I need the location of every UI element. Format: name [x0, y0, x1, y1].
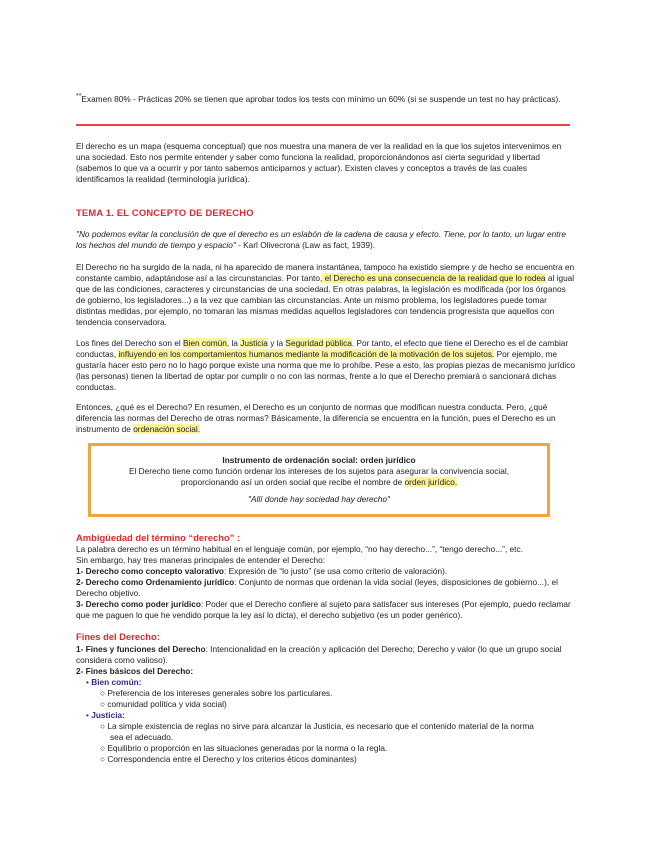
- bullet-icon: •: [86, 677, 89, 687]
- purposes-item-1-text: : Intencionalidad en la creación y aplicación del Derecho; Derecho y valor (lo que un grupo social considera como valioso).: [76, 644, 562, 665]
- definition-box: [88, 443, 550, 517]
- purposes-item-2-label: 2- Fines básicos del Derecho:: [76, 666, 194, 676]
- bien-comun-sub-2: [100, 699, 576, 710]
- sub-item-text: Correspondencia entre el Derecho y los criterios éticos dominantes): [107, 754, 357, 764]
- circle-bullet-icon: ○: [100, 699, 106, 709]
- box-line-2-text: proporcionando así un orden social que recibe el nombre de: [180, 477, 405, 487]
- p2-text-b: , la: [226, 338, 241, 348]
- ambiguity-heading: Ambigüedad del término “derecho” :: [76, 532, 241, 543]
- box-highlight: orden jurídico.: [404, 477, 458, 487]
- item-1-label: 1- Derecho como concepto valorativo: [76, 566, 224, 576]
- section-divider: [76, 124, 570, 126]
- bien-comun-sub-1: [100, 688, 576, 699]
- justicia-sub-1: [100, 721, 576, 732]
- paragraph-origin: [76, 262, 576, 328]
- box-line-2: [91, 477, 547, 488]
- ambiguity-section: [76, 544, 576, 621]
- intro-paragraph: El derecho es un mapa (esquema conceptual) que nos muestra una manera de ver la realidad en la que los sujetos intervenimos en una sociedad. Esto nos permite entender y saber como funciona la realidad, proporcionándonos así cierta seguridad y libertad (sabemos lo que va a ocurrir y por tanto sabemos anticiparnos y actuar). Existen claves y conceptos a través de las cuales identificamos la realidad (terminología jurídica).: [76, 141, 562, 184]
- circle-bullet-icon: ○: [100, 688, 106, 698]
- sub-item-text: Equilibrio o proporción en las situaciones generadas por la norma o la regla.: [107, 743, 388, 753]
- sub-item-text: Preferencia de los intereses generales sobre los particulares.: [107, 688, 333, 698]
- ambiguity-item-3: [76, 599, 576, 621]
- chapter-title: TEMA 1. EL CONCEPTO DE DERECHO: [76, 207, 254, 218]
- box-quote: "Allí donde hay sociedad hay derecho": [248, 494, 390, 504]
- item-3-text: : Poder que el Derecho confiere al sujeto para satisfacer sus intereses (Por ejemplo, puedo reclamar que me paguen lo que he vendido porque la ley así lo dicta), el derecho subjetivo (es un poder genérico).: [76, 599, 571, 620]
- box-line-1: El Derecho tiene como función ordenar los intereses de los sujetos para asegurar la convivencia social,: [128, 466, 510, 476]
- quote-text: "No podemos evitar la conclusión de que el derecho es un eslabón de la cadena de causa y efecto. Tiene, por lo tanto, un lugar entre los hechos del mundo de tiempo y espacio": [76, 229, 566, 250]
- p1-text-a: El Derecho no ha surgido de la nada, ni ha aparecido de manera instantánea, tampoco ha existido siempre y de hecho se encuentra en constante cambio, adaptándose así a las circunstancias. Por tanto,: [76, 262, 575, 283]
- purposes-section: [76, 644, 576, 765]
- box-title: Instrumento de ordenación social: orden jurídico: [222, 455, 416, 465]
- sub-item-text: La simple existencia de reglas no sirve para alcanzar la Justicia, es necesario que el contenido material de la norma: [107, 721, 534, 731]
- p1-text-b: al igual que de las condiciones, caracteres y circunstancias de una sociedad. En otras palabras, la legislación es modificada (por los órganos de gobierno, los legisladores...) a la vez que cambian las circunstancias. Ante un mismo problema, los legisladores puede tomar distintas medidas, por ejemplo, no tomaran las mismas medidas aquellos legisladores con tendencia progresista que aquellos con tendencia conservadora.: [76, 273, 575, 327]
- ambiguity-line-2: Sin embargo, hay tres maneras principales de entender el Derecho:: [76, 555, 326, 565]
- justicia-sub-1-cont: sea el adecuado.: [110, 732, 174, 742]
- circle-bullet-icon: ○: [100, 721, 106, 731]
- note-text: Examen 80% - Prácticas 20% se tienen que aprobar todos los tests con mínimo un 60% (si se suspende un test no hay prácticas).: [81, 93, 561, 104]
- p2-text-e: Por ejemplo, me gustaría hacer esto pero no lo hago porque existe una norma que me lo prohíbe. Pese a esto, las propias piezas de mecanismo jurídico (las personas) tienen la libertad de optar por cumplir o no con las normas, frente a lo que el Derecho premiará o sancionará dichas conductas.: [76, 349, 576, 392]
- circle-bullet-icon: ○: [100, 743, 106, 753]
- justicia-label: Justicia:: [91, 710, 125, 720]
- p2-highlight-behaviour: influyendo en los comportamientos humanos mediante la modificación de la motivación de los sujetos.: [118, 349, 495, 359]
- purposes-heading: Fines del Derecho:: [76, 631, 160, 642]
- purposes-item-2: [76, 666, 576, 677]
- bien-comun-colon: :: [138, 677, 142, 687]
- paragraph-purposes: [76, 338, 576, 393]
- ambiguity-item-1: [76, 566, 576, 577]
- p3-text: Entonces, ¿qué es el Derecho? En resumen, el Derecho es un conjunto de normas que modifican nuestra conducta. Pero, ¿qué diferencia las normas del Derecho de otras normas? Básicamente, la diferencia se encuentra en la función, pues el Derecho es un instrumento de: [76, 402, 556, 434]
- quote-attribution: - Karl Olivecrona (Law as fact, 1939).: [235, 240, 376, 250]
- sub-item-text: comunidad política y vida social): [107, 699, 227, 709]
- ambiguity-line-1: La palabra derecho es un término habitual en el lenguaje común, por ejemplo, “no hay derecho...”, “tengo derecho...”, etc.: [76, 544, 523, 554]
- p2-highlight-justicia: Justicia: [240, 338, 268, 348]
- justicia-sub-3: [100, 754, 576, 765]
- purposes-item-1: [76, 644, 576, 666]
- p2-text-d: . Por tanto, el efecto que tiene el Derecho es el de cambiar conductas,: [76, 338, 569, 359]
- circle-bullet-icon: ○: [100, 754, 106, 764]
- olivecrona-quote: [76, 229, 576, 251]
- item-3-label: 3- Derecho como poder jurídico: [76, 599, 201, 609]
- paragraph-definition: [76, 402, 576, 435]
- p2-highlight-bien-comun: Bien común: [183, 338, 227, 348]
- bullet-bien-comun: [86, 677, 576, 688]
- p1-highlight: el Derecho es una consecuencia de la realidad que lo rodea: [322, 273, 546, 283]
- ambiguity-item-2: [76, 577, 576, 599]
- note-mark: **: [76, 93, 82, 100]
- bullet-icon: •: [86, 710, 89, 720]
- justicia-sub-2: [100, 743, 576, 754]
- p3-highlight: ordenación social.: [133, 424, 201, 434]
- bullet-justicia: [86, 710, 576, 721]
- bien-comun-label: Bien común: [91, 677, 139, 687]
- item-2-label: 2- Derecho como Ordenamiento jurídico: [76, 577, 235, 587]
- p2-highlight-seguridad: Seguridad pública: [285, 338, 352, 348]
- p2-text-c: y la: [267, 338, 286, 348]
- exam-note: [76, 91, 576, 105]
- purposes-item-1-label: 1- Fines y funciones del Derecho: [76, 644, 206, 654]
- item-2-text: : Conjunto de normas que ordenan la vida social (leyes, disposiciones de gobierno...), el Derecho objetivo.: [76, 577, 558, 598]
- p2-text-a: Los fines del Derecho son el: [76, 338, 184, 348]
- item-1-text: : Expresión de “lo justo” (se usa como criterio de valoración).: [224, 566, 448, 576]
